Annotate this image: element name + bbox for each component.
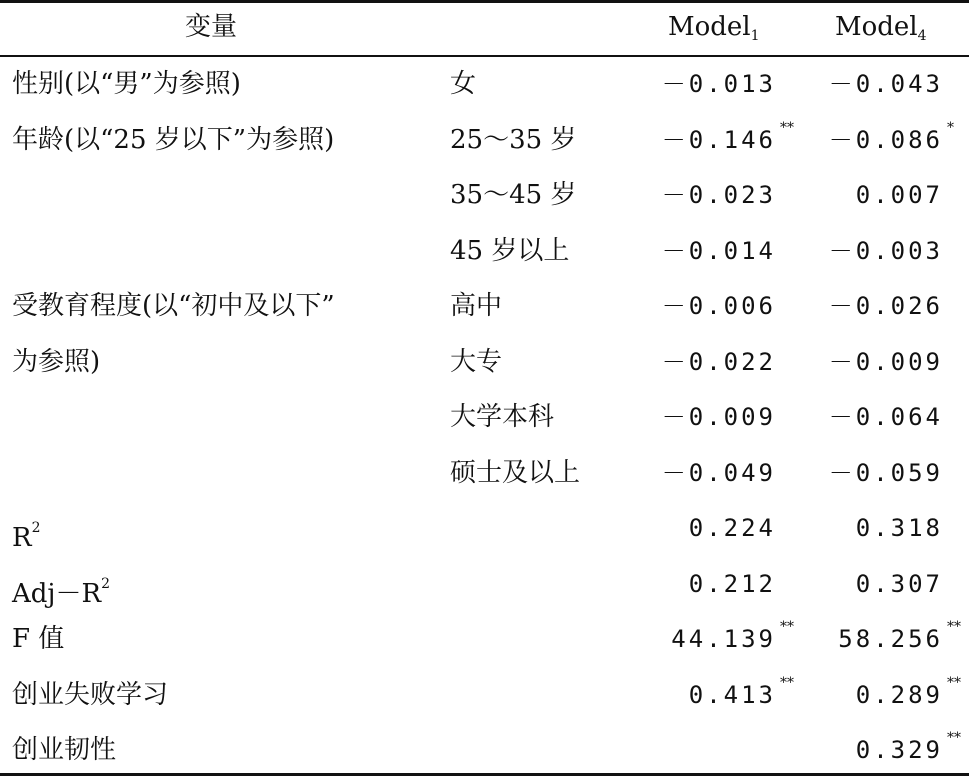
model-4-value-text: －0.009 [828,347,943,376]
variable-text: 为参照) [12,346,101,377]
model-4-value-text: 58.256 [838,625,943,653]
model-4-value-text: －0.086 [828,125,943,154]
model-1-value-text: －0.023 [661,181,776,209]
model-4-value-text: 0.329 [855,736,943,764]
model-1-value-text: －0.049 [661,458,776,487]
model-1-value [606,224,776,279]
model-1-value [606,446,776,501]
level-label: 25～35 岁 [450,124,577,155]
header-model-4-subscript: 4 [917,28,927,44]
level-label: 35～45 岁 [450,180,577,210]
model-4-value [773,723,943,778]
header-variable: 变量 [185,12,238,42]
table-bottom-rule [0,773,969,776]
model-1-value [606,279,776,334]
variable-text: 性别(以“男”为参照) [12,69,241,99]
significance-marker: ** [780,674,794,691]
variable-label [12,612,442,667]
variable-text: 年龄(以“25 岁以下”为参照) [12,124,335,155]
model-4-value [773,113,943,168]
model-4-value [773,446,943,501]
significance-marker: ** [780,619,794,635]
model-1-value-text: －0.006 [661,292,776,320]
variable-superscript: 2 [101,575,110,592]
model-4-value [773,668,943,723]
significance-marker: ** [780,119,794,136]
level-label: 45 岁以上 [450,235,570,266]
variable-text: R [12,523,32,553]
level-label: 大专 [450,346,503,377]
header-model-4-label: Model [835,12,918,42]
level-label: 大学本科 [450,402,555,432]
model-1-value [606,335,776,390]
variable-label [12,557,442,612]
model-4-value-text: －0.064 [828,403,943,431]
model-1-value-text: 0.413 [688,680,776,709]
header-model-1 [668,0,778,55]
model-4-value [773,168,943,223]
model-1-value-text: －0.014 [661,236,776,265]
model-4-value-text: －0.026 [828,292,943,320]
variable-label [12,113,442,168]
model-4-value-text: －0.003 [828,236,943,265]
significance-marker: ** [947,619,961,635]
model-4-value-text: －0.043 [828,70,943,98]
variable-label [12,723,442,778]
model-4-value-text: 0.007 [855,181,943,209]
model-4-value [773,557,943,612]
model-4-value [773,390,943,445]
significance-marker: * [947,119,954,136]
variable-superscript: 2 [31,520,41,536]
model-1-value [606,668,776,723]
model-4-value-text: 0.289 [855,680,943,709]
model-1-value-text: 0.224 [688,514,776,542]
variable-text: 创业失败学习 [12,679,169,710]
model-4-value [773,501,943,556]
header-model-1-subscript: 1 [750,28,760,44]
variable-label [12,501,442,556]
variable-text: 创业韧性 [12,735,117,765]
model-1-value-text: －0.146 [661,125,776,154]
model-1-value [606,557,776,612]
model-4-value-text: －0.059 [828,458,943,487]
level-label: 硕士及以上 [450,457,581,488]
variable-text: 受教育程度(以“初中及以下” [12,291,335,321]
variable-label [12,668,442,723]
model-1-value [606,612,776,667]
significance-marker: ** [947,730,961,746]
model-4-value-text: 0.318 [855,514,943,542]
variable-label [12,335,442,390]
model-4-value-text: 0.307 [855,569,943,598]
model-4-value [773,224,943,279]
variable-label [12,57,442,112]
model-1-value [606,113,776,168]
model-1-value-text: －0.009 [661,403,776,431]
model-1-value [606,57,776,112]
significance-marker: ** [947,674,961,691]
level-label: 女 [450,69,477,99]
model-4-value [773,279,943,334]
header-model-4 [835,0,945,55]
header-model-1-label: Model [668,12,751,42]
model-1-value-text: 0.212 [688,569,776,598]
model-1-value-text: 44.139 [671,625,776,653]
model-1-value [606,390,776,445]
model-4-value [773,335,943,390]
model-1-value [606,501,776,556]
table-top-rule [0,0,969,3]
model-4-value [773,57,943,112]
variable-text: F 值 [12,624,65,654]
variable-label [12,279,442,334]
model-1-value-text: －0.022 [661,347,776,376]
model-1-value [606,168,776,223]
model-4-value [773,612,943,667]
model-1-value-text: －0.013 [661,70,776,98]
variable-text: Adj－R [12,578,102,609]
level-label: 高中 [450,291,503,321]
